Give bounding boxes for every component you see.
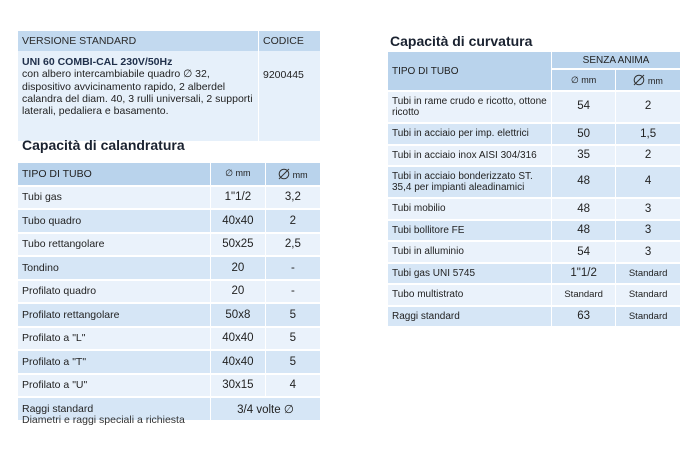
curvatura-header-row <box>388 52 680 69</box>
thickness-value: - <box>265 280 320 304</box>
table-row <box>388 306 680 328</box>
table-row <box>388 241 680 263</box>
diameter-header: ∅ mm <box>211 163 266 186</box>
tube-type: Tondino <box>18 256 211 280</box>
tube-type: Tubi gas <box>18 186 211 210</box>
standard-version-table <box>18 31 320 141</box>
diameter-value: 48 <box>552 166 616 198</box>
thickness-value: Standard <box>616 284 680 306</box>
thickness-value: 5 <box>265 327 320 351</box>
calandratura-header-row <box>18 163 320 186</box>
thickness-value: 3 <box>616 241 680 263</box>
table-row <box>388 123 680 145</box>
curvatura-table <box>388 52 680 328</box>
standard-version-header: VERSIONE STANDARD <box>18 31 259 51</box>
tube-type: Tubi in acciaio inox AISI 304/316 <box>388 145 552 167</box>
thickness-value: Standard <box>616 263 680 285</box>
tube-type: Tubo quadro <box>18 209 211 233</box>
tube-type: Tubi in rame crudo e ricotto, ottone ricotto <box>388 91 552 123</box>
senza-anima-header: SENZA ANIMA <box>552 52 681 69</box>
diameter-value: 40x40 <box>211 350 266 374</box>
product-description-cell <box>18 51 259 141</box>
tube-type: Tubi in acciaio per imp. elettrici <box>388 123 552 145</box>
tube-type-header: TIPO DI TUBO <box>18 163 211 186</box>
table-row <box>388 284 680 306</box>
thickness-value: 2 <box>265 209 320 233</box>
product-description: con albero intercambiabile quadro ∅ 32, dispositivo avvicinamento rapido, 2 alberdel calandra del diam. 40, 3 rulli universali, 2 supporti laterali, pedaliera e basamento. <box>22 68 253 118</box>
thickness-value: Standard <box>616 306 680 328</box>
tube-type: Tubi in alluminio <box>388 241 552 263</box>
thickness-value: 2 <box>616 145 680 167</box>
thickness-value: - <box>265 256 320 280</box>
table-row <box>388 198 680 220</box>
thickness-unit: mm <box>647 76 663 86</box>
thickness-unit: mm <box>292 169 308 180</box>
tube-type: Tubi bollitore FE <box>388 220 552 242</box>
table-row <box>18 209 320 233</box>
table-row <box>388 220 680 242</box>
table-row <box>388 145 680 167</box>
thickness-value: 1,5 <box>616 123 680 145</box>
diameter-value: 30x15 <box>211 374 266 398</box>
calandratura-table <box>18 163 320 422</box>
diameter-value: 35 <box>552 145 616 167</box>
tube-type: Profilato rettangolare <box>18 303 211 327</box>
diameter-value: 40x40 <box>211 327 266 351</box>
table-row <box>18 350 320 374</box>
tube-type: Tubi in acciaio bonderizzato ST. 35,4 per impianti aleadinamici <box>388 166 552 198</box>
tube-type: Tubo multistrato <box>388 284 552 306</box>
table-row <box>18 280 320 304</box>
table-row <box>18 327 320 351</box>
diameter-value: 20 <box>211 256 266 280</box>
tube-type-header: TIPO DI TUBO <box>388 52 552 91</box>
diameter-value: 20 <box>211 280 266 304</box>
tube-type: Tubi gas UNI 5745 <box>388 263 552 285</box>
thickness-value: 3 <box>616 198 680 220</box>
diameter-value: 63 <box>552 306 616 328</box>
tube-type: Raggi standard <box>18 397 211 421</box>
tube-type: Tubi mobilio <box>388 198 552 220</box>
table-row <box>388 166 680 198</box>
thickness-header <box>265 163 320 186</box>
tube-type: Raggi standard <box>388 306 552 328</box>
table-row <box>18 256 320 280</box>
thickness-value: 3,2 <box>265 186 320 210</box>
diameter-value: 50x8 <box>211 303 266 327</box>
thickness-value: 2 <box>616 91 680 123</box>
thickness-value: 5 <box>265 303 320 327</box>
thickness-value: 5 <box>265 350 320 374</box>
footnote: Diametri e raggi speciali a richiesta <box>22 414 185 426</box>
standard-radius-value: 3/4 volte ∅ <box>211 397 321 421</box>
table-row <box>18 374 320 398</box>
diameter-value: 50 <box>552 123 616 145</box>
diameter-value: 40x40 <box>211 209 266 233</box>
thickness-header <box>616 69 680 91</box>
tube-type: Profilato a "U" <box>18 374 211 398</box>
table-row <box>18 186 320 210</box>
diameter-value: Standard <box>552 284 616 306</box>
tube-type: Profilato quadro <box>18 280 211 304</box>
product-name: UNI 60 COMBI-CAL 230V/50Hz <box>22 56 173 68</box>
curvatura-title: Capacità di curvatura <box>390 33 533 49</box>
code-header: CODICE <box>259 31 321 51</box>
thickness-value: 4 <box>265 374 320 398</box>
tube-type: Profilato a "T" <box>18 350 211 374</box>
tube-type: Tubo rettangolare <box>18 233 211 257</box>
table-row <box>388 91 680 123</box>
diameter-value: 54 <box>552 241 616 263</box>
thickness-value: 2,5 <box>265 233 320 257</box>
product-code: 9200445 <box>259 51 321 141</box>
diameter-value: 54 <box>552 91 616 123</box>
diameter-value: 1"1/2 <box>552 263 616 285</box>
table-row <box>18 233 320 257</box>
table-row <box>388 263 680 285</box>
square-diameter-icon <box>633 74 645 86</box>
square-diameter-icon <box>278 168 290 180</box>
diameter-value: 48 <box>552 198 616 220</box>
thickness-value: 3 <box>616 220 680 242</box>
calandratura-title: Capacità di calandratura <box>22 137 185 153</box>
thickness-value: 4 <box>616 166 680 198</box>
diameter-header: ∅ mm <box>552 69 616 91</box>
diameter-value: 50x25 <box>211 233 266 257</box>
diameter-value: 1"1/2 <box>211 186 266 210</box>
diameter-value: 48 <box>552 220 616 242</box>
table-row <box>18 303 320 327</box>
tube-type: Profilato a "L" <box>18 327 211 351</box>
